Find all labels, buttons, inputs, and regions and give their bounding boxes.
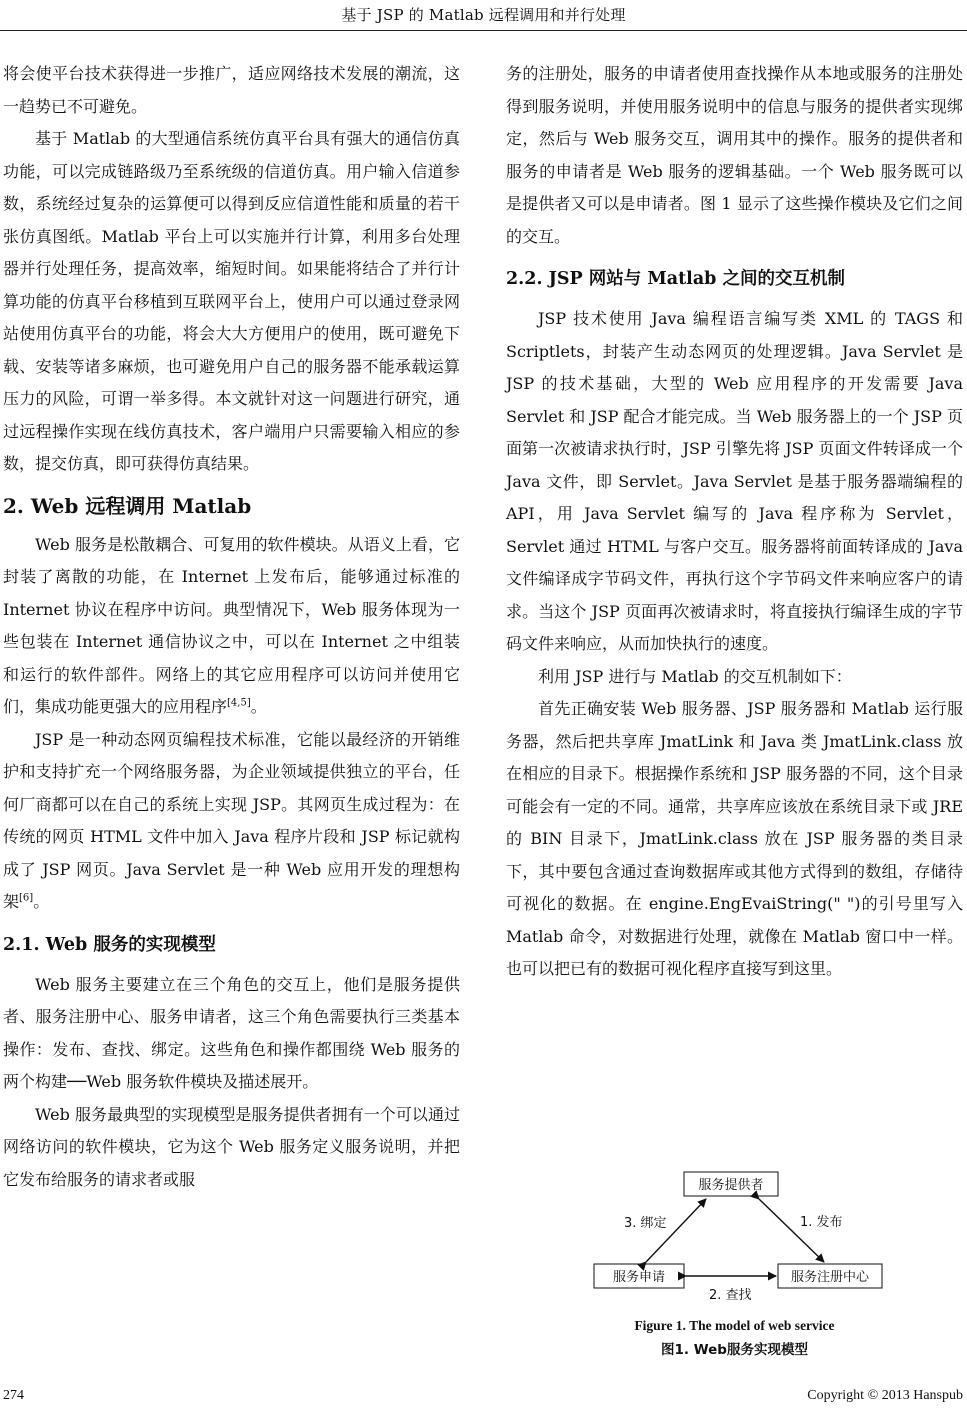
left-paragraph-2: 基于 Matlab 的大型通信系统仿真平台具有强大的通信仿真功能，可以完成链路级乃至系统级的信道仿真。用户输入信道参数，系统经过复杂的运算便可以得到反应信道性能和质量的若干张仿真图纸。Matlab 平台上可以实施并行计算，利用多台处理器并行处理任务，提高效率，缩短时间。如果能将结合了并行计算功能的仿真平台移植到互联网平台上，使用户可以通过登录网站使用仿真平台的功能，将会大大方便用户的使用，既可避免下载、安装等诸多麻烦，也可避免用户自己的服务器不能承载运算压力的风险，可谓一举多得。本文就针对这一问题进行研究，通过远程操作实现在线仿真技术，客户端用户只需要输入相应的参数，提交仿真，即可获得仿真结果。 xyxy=(3,129,460,473)
citation-6: [6] xyxy=(19,892,34,904)
left-column xyxy=(3,58,460,1196)
subsection-2-2-heading: 2.2. JSP 网站与 Matlab 之间的交互机制 xyxy=(506,269,846,289)
figure-caption-chinese: 图1. Web服务实现模型 xyxy=(661,1342,808,1358)
left-paragraph-6: Web 服务最典型的实现模型是服务提供者拥有一个可以通过网络访问的软件模块，它为这个 Web 服务定义服务说明，并把它发布给服务的请求者或服 xyxy=(3,1104,460,1189)
left-paragraph-3-end: 。 xyxy=(250,697,267,716)
provider-label: 服务提供者 xyxy=(698,1178,764,1193)
requester-label: 服务申请 xyxy=(612,1270,666,1285)
figure-1 xyxy=(506,1168,963,1368)
figure-caption-english: Figure 1. The model of web service xyxy=(634,1318,835,1333)
left-paragraph-4 xyxy=(3,724,460,919)
right-paragraph-4: 首先正确安装 Web 服务器、JSP 服务器和 Matlab 运行服务器，然后把共享库 JmatLink 和 Java 类 JmatLink.class 放在相应的目录下。根据操作系统和 JSP 服务器的不同，这个目录可能会有一定的不同。通常，共享库应该放在系统目录下或 JRE 的 BIN 目录下，JmatLink.class 放在 JSP 服务器的类目录下，其中要包含通过查询数据库或其他方式得到的数组，存储待可视化的数据。在 engine.EngEvaiString(" ")的引号里写入 Matlab 命令，对数据进行处理，就像在 Matlab 窗口中一样。也可以把已有的数据可视化程序直接写到这里。 xyxy=(506,699,963,978)
web-service-model-diagram xyxy=(506,1168,963,1313)
subsection-2-1-heading: 2.1. Web 服务的实现模型 xyxy=(3,934,216,955)
right-paragraph-3: 利用 JSP 进行与 Matlab 的交互机制如下： xyxy=(538,666,852,686)
publish-label: 1. 发布 xyxy=(800,1215,843,1230)
bind-label: 3. 绑定 xyxy=(624,1216,667,1231)
section-2-heading: 2. Web 远程调用 Matlab xyxy=(3,493,252,518)
left-paragraph-3 xyxy=(3,529,460,724)
right-paragraph-1: 务的注册处，服务的申请者使用查找操作从本地或服务的注册处得到服务说明，并使用服务说明中的信息与服务的提供者实现绑定，然后与 Web 服务交互，调用其中的操作。服务的提供者和服务的申请者是 Web 服务的逻辑基础。一个 Web 服务既可以是提供者又可以是申请者。图 1 显示了这些操作模块及它们之间的交互。 xyxy=(506,64,963,246)
left-paragraph-5: Web 服务主要建立在三个角色的交互上，他们是服务提供者、服务注册中心、服务申请者，这三个角色需要执行三类基本操作：发布、查找、绑定。这些角色和操作都围绕 Web 服务的两个构建──Web 服务软件模块及描述展开。 xyxy=(3,974,460,1091)
copyright-notice: Copyright © 2013 Hanspub xyxy=(807,1388,963,1403)
citation-4-5: [4,5] xyxy=(227,697,251,709)
left-paragraph-3-text: Web 服务是松散耦合、可复用的软件模块。从语义上看，它封装了离散的功能，在 Internet 上发布后，能够通过标准的 Internet 协议在程序中访问。典型情况下，Web 服务体现为一些包装在 Internet 通信协议之中，可以在 Internet 之中组装和运行的软件部件。网络上的其它应用程序可以访问并使用它们，集成功能更强大的应用程序 xyxy=(3,534,460,716)
right-column xyxy=(506,58,963,986)
find-label: 2. 查找 xyxy=(709,1288,752,1303)
header-rule xyxy=(0,30,967,31)
left-paragraph-4-text: JSP 是一种动态网页编程技术标准，它能以最经济的开销维护和支持扩充一个网络服务器，为企业领域提供独立的平台，任何厂商都可以在自己的系统上实现 JSP。其网页生成过程为：在传统的网页 HTML 文件中加入 Java 程序片段和 JSP 标记就构成了 JSP 网页。Java Servlet 是一种 Web 应用开发的理想构架 xyxy=(3,729,460,911)
left-paragraph-4-end: 。 xyxy=(33,892,50,911)
registry-label: 服务注册中心 xyxy=(790,1270,870,1285)
publish-arrow xyxy=(759,1199,824,1262)
running-header: 基于 JSP 的 Matlab 远程调用和并行处理 xyxy=(341,6,626,24)
left-paragraph-1: 将会使平台技术获得进一步推广，适应网络技术发展的潮流，这一趋势已不可避免。 xyxy=(3,64,460,116)
page-number: 274 xyxy=(3,1388,24,1403)
right-paragraph-2: JSP 技术使用 Java 编程语言编写类 XML 的 TAGS 和 Scriptlets，封装产生动态网页的处理逻辑。Java Servlet 是 JSP 的技术基础，大型的 Web 应用程序的开发需要 Java Servlet 和 JSP 配合才能完成。当 Web 服务器上的一个 JSP 页面第一次被请求执行时，JSP 引擎先将 JSP 页面文件转译成一个 Java 文件，即 Servlet。Java Servlet 是基于服务器端编程的 API，用 Java Servlet 编写的 Java 程序称为 Servlet，Servlet 通过 HTML 与客户交互。服务器将前面转译成的 Java 文件编译成字节码文件，再执行这个字节码文件来响应客户的请求。当这个 JSP 页面再次被请求时，将直接执行编译生成的字节码文件来响应，从而加快执行的速度。 xyxy=(506,309,963,653)
